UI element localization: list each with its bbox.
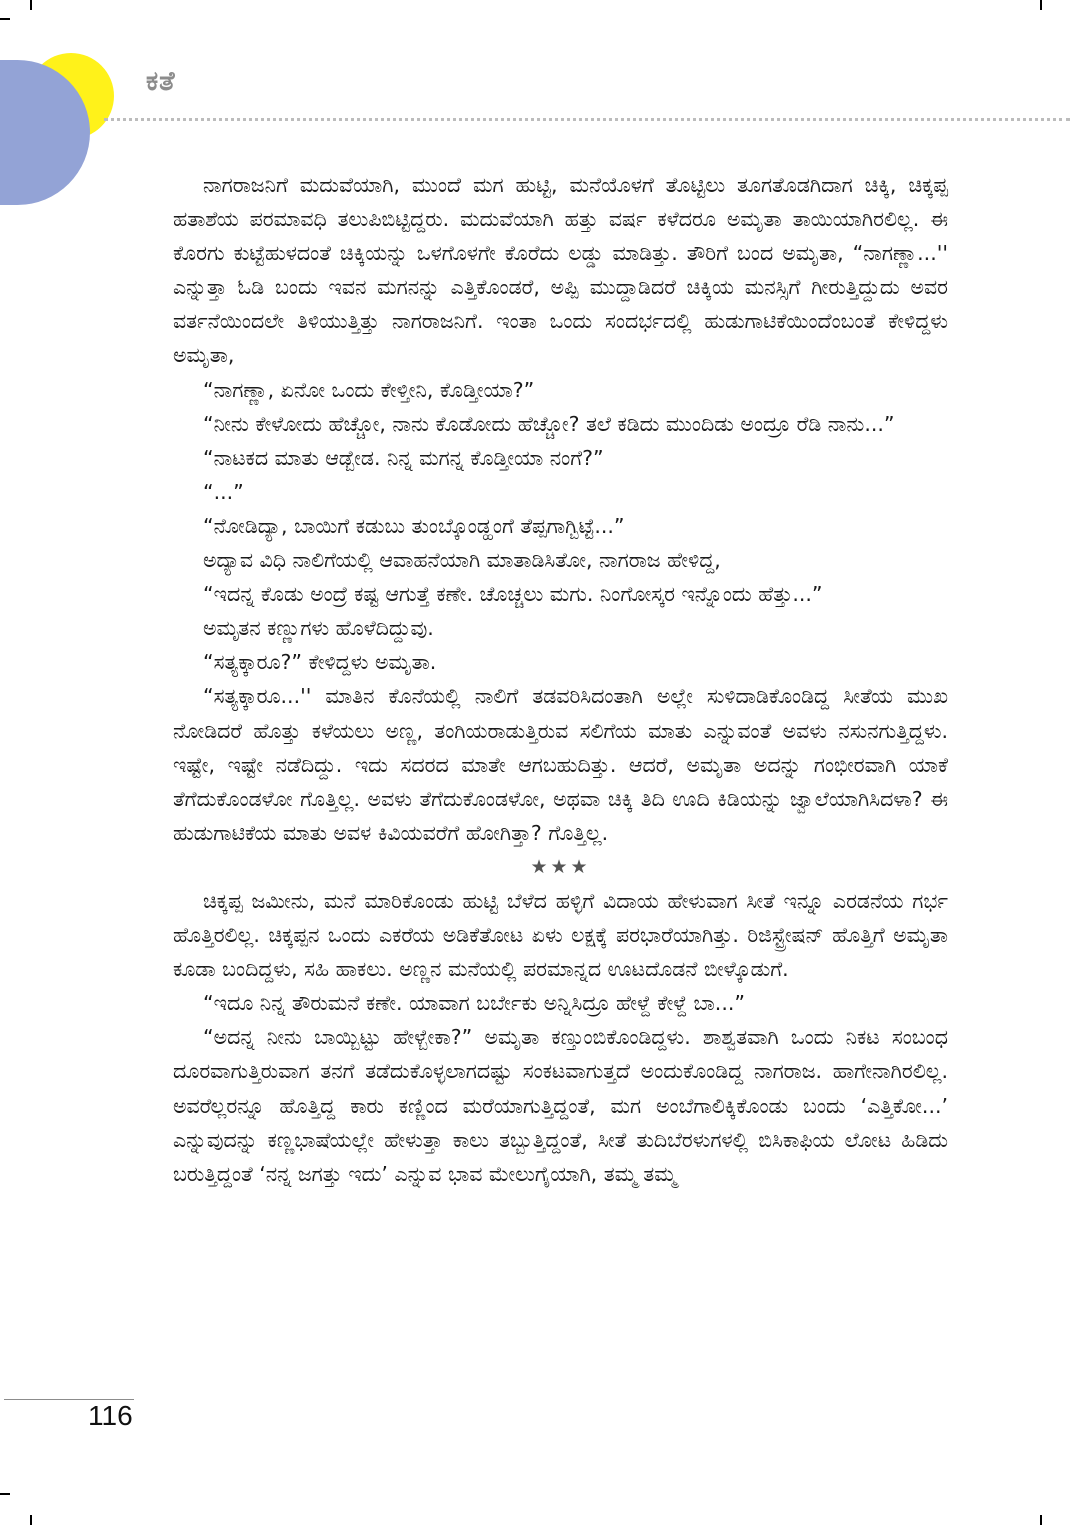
section-separator-stars: ★★★: [530, 855, 591, 878]
crop-mark-bottom-right: [1040, 1515, 1042, 1525]
crop-mark-left-upper: [0, 18, 10, 20]
paragraph: ಅಮೃತನ ಕಣ್ಣುಗಳು ಹೊಳೆದಿದ್ದುವು.: [203, 616, 434, 641]
paragraph: “ಅದನ್ನ ನೀನು ಬಾಯ್ಬಿಟ್ಟು ಹೇಳ್ಬೇಕಾ?” ಅಮೃತಾ ಕಣ್ತುಂಬಿಕೊಂಡಿದ್ದಳು. ಶಾಶ್ವತವಾಗಿ ಒಂದು ನಿಕಟ ಸಂಬಂಧ ದೂರವಾಗುತ್ತಿರುವಾಗ ತನಗೆ ತಡೆದುಕೊಳ್ಳಲಾಗದಷ್ಟು ಸಂಕಟವಾಗುತ್ತದೆ ಅಂದುಕೊಂಡಿದ್ದ ನಾಗರಾಜ. ಹಾಗೇನಾಗಿರಲಿಲ್ಲ. ಅವರೆಲ್ಲರನ್ನೂ ಹೊತ್ತಿದ್ದ ಕಾರು ಕಣ್ಣಿಂದ ಮರೆಯಾಗುತ್ತಿದ್ದಂತೆ, ಮಗ ಅಂಬೆಗಾಲಿಕ್ಕಿಕೊಂಡು ಬಂದು ‘ಎತ್ತಿಕೋ...’ ಎನ್ನುವುದನ್ನು ಕಣ್ಣಭಾಷೆಯಲ್ಲೇ ಹೇಳುತ್ತಾ ಕಾಲು ತಬ್ಬುತ್ತಿದ್ದಂತೆ, ಸೀತೆ ತುದಿಬೆರಳುಗಳಲ್ಲಿ ಬಿಸಿಕಾಫಿಯ ಲೋಟ ಹಿಡಿದು ಬರುತ್ತಿದ್ದಂತೆ ‘ನನ್ನ ಜಗತ್ತು ಇದು’ ಎನ್ನುವ ಭಾವ ಮೇಲುಗೈಯಾಗಿ, ತಮ್ಮ ತಮ್ಮ: [173, 1025, 948, 1186]
paragraph: ಅದ್ಯಾವ ವಿಧಿ ನಾಲಿಗೆಯಲ್ಲಿ ಆವಾಹನೆಯಾಗಿ ಮಾತಾಡಿಸಿತೋ, ನಾಗರಾಜ ಹೇಳಿದ್ದ,: [203, 548, 721, 573]
paragraph: ಚಿಕ್ಕಪ್ಪ ಜಮೀನು, ಮನೆ ಮಾರಿಕೊಂಡು ಹುಟ್ಟಿ ಬೆಳೆದ ಹಳ್ಳಿಗೆ ವಿದಾಯ ಹೇಳುವಾಗ ಸೀತೆ ಇನ್ನೂ ಎರಡನೆಯ ಗರ್ಭ ಹೊತ್ತಿರಲಿಲ್ಲ. ಚಿಕ್ಕಪ್ಪನ ಒಂದು ಎಕರೆಯ ಅಡಿಕೆತೋಟ ಏಳು ಲಕ್ಷಕ್ಕೆ ಪರಭಾರೆಯಾಗಿತ್ತು. ರಿಜಿಸ್ಟ್ರೇಷನ್ ಹೊತ್ತಿಗೆ ಅಮೃತಾ ಕೂಡಾ ಬಂದಿದ್ದಳು, ಸಹಿ ಹಾಕಲು. ಅಣ್ಣನ ಮನೆಯಲ್ಲಿ ಪರಮಾನ್ನದ ಊಟದೊಡನೆ ಬೀಳ್ಕೊಡುಗೆ.: [173, 888, 948, 982]
crop-mark-top-left: [30, 0, 32, 10]
paragraph: “ನಾಟಕದ ಮಾತು ಆಡ್ಬೇಡ. ನಿನ್ನ ಮಗನ್ನ ಕೊಡ್ತೀಯಾ ನಂಗೆ?”: [203, 445, 604, 470]
paragraph: “ನಾಗಣ್ಣಾ, ಏನೋ ಒಂದು ಕೇಳ್ತೀನಿ, ಕೊಡ್ತೀಯಾ?”: [203, 377, 535, 402]
paragraph: “ಸತ್ಯಕ್ಕಾರೂ?” ಕೇಳಿದ್ದಳು ಅಮೃತಾ.: [203, 650, 437, 675]
page-number: 116: [88, 1400, 133, 1431]
paragraph: “ನೀನು ಕೇಳೋದು ಹೆಚ್ಚೋ, ನಾನು ಕೊಡೋದು ಹೆಚ್ಚೋ? ತಲೆ ಕಡಿದು ಮುಂದಿಡು ಅಂದ್ರೂ ರೆಡಿ ನಾನು...”: [203, 411, 895, 436]
crop-mark-left-lower: [0, 1493, 10, 1495]
header-dotted-rule: [104, 118, 1070, 121]
paragraph: “ನೋಡಿದ್ಯಾ, ಬಾಯಿಗೆ ಕಡುಬು ತುಂಬ್ಕೊಂಡ್ಹಂಗೆ ತೆಪ್ಪಗಾಗ್ಬಿಟ್ಟೆ...”: [203, 513, 625, 538]
paragraph: “ಇದೂ ನಿನ್ನ ತೌರುಮನೆ ಕಣೇ. ಯಾವಾಗ ಬರ್ಬೇಕು ಅನ್ನಿಸಿದ್ರೂ ಹೇಳ್ದೆ ಕೇಳ್ದೆ ಬಾ...”: [203, 991, 745, 1016]
paragraph: ನಾಗರಾಜನಿಗೆ ಮದುವೆಯಾಗಿ, ಮುಂದೆ ಮಗ ಹುಟ್ಟಿ, ಮನೆಯೊಳಗೆ ತೊಟ್ಟಿಲು ತೂಗತೊಡಗಿದಾಗ ಚಿಕ್ಕಿ, ಚಿಕ್ಕಪ್ಪ ಹತಾಶೆಯ ಪರಮಾವಧಿ ತಲುಪಿಬಿಟ್ಟಿದ್ದರು. ಮದುವೆಯಾಗಿ ಹತ್ತು ವರ್ಷ ಕಳೆದರೂ ಅಮೃತಾ ತಾಯಿಯಾಗಿರಲಿಲ್ಲ. ಈ ಕೊರಗು ಕುಟ್ಟೆಹುಳದಂತೆ ಚಿಕ್ಕಿಯನ್ನು ಒಳಗೊಳಗೇ ಕೊರೆದು ಲಡ್ಡು ಮಾಡಿತ್ತು. ತೌರಿಗೆ ಬಂದ ಅಮೃತಾ, “ನಾಗಣ್ಣಾ...'' ಎನ್ನುತ್ತಾ ಓಡಿ ಬಂದು ಇವನ ಮಗನನ್ನು ಎತ್ತಿಕೊಂಡರೆ, ಅಪ್ಪಿ ಮುದ್ದಾಡಿದರೆ ಚಿಕ್ಕಿಯ ಮನಸ್ಸಿಗೆ ಗೀರುತ್ತಿದ್ದುದು ಅವರ ವರ್ತನೆಯಿಂದಲೇ ತಿಳಿಯುತ್ತಿತ್ತು ನಾಗರಾಜನಿಗೆ. ಇಂತಾ ಒಂದು ಸಂದರ್ಭದಲ್ಲಿ ಹುಡುಗಾಟಿಕೆಯಿಂದೆಂಬಂತೆ ಕೇಳಿದ್ದಳು ಅಮೃತಾ,: [173, 173, 948, 368]
paragraph: “ಇದನ್ನ ಕೊಡು ಅಂದ್ರೆ ಕಷ್ಟ ಆಗುತ್ತೆ ಕಣೇ. ಚೊಚ್ಚಲು ಮಗು. ನಿಂಗೋಸ್ಕರ ಇನ್ನೊಂದು ಹೆತ್ತು...”: [203, 582, 823, 607]
section-label: ಕತೆ: [146, 66, 176, 97]
story-text: [173, 168, 948, 1191]
paragraph: “ಸತ್ಯಕ್ಕಾರೂ...'' ಮಾತಿನ ಕೊನೆಯಲ್ಲಿ ನಾಲಿಗೆ ತಡವರಿಸಿದಂತಾಗಿ ಅಲ್ಲೇ ಸುಳಿದಾಡಿಕೊಂಡಿದ್ದ ಸೀತೆಯ ಮುಖ ನೋಡಿದರೆ ಹೊತ್ತು ಕಳೆಯಲು ಅಣ್ಣ, ತಂಗಿಯರಾಡುತ್ತಿರುವ ಸಲಿಗೆಯ ಮಾತು ಎನ್ನುವಂತೆ ಅವಳು ನಸುನಗುತ್ತಿದ್ದಳು. ಇಷ್ಟೇ, ಇಷ್ಟೇ ನಡೆದಿದ್ದು. ಇದು ಸದರದ ಮಾತೇ ಆಗಬಹುದಿತ್ತು. ಆದರೆ, ಅಮೃತಾ ಅದನ್ನು ಗಂಭೀರವಾಗಿ ಯಾಕೆ ತೆಗೆದುಕೊಂಡಳೋ ಗೊತ್ತಿಲ್ಲ. ಅವಳು ತೆಗೆದುಕೊಂಡಳೋ, ಅಥವಾ ಚಿಕ್ಕಿ ತಿದಿ ಊದಿ ಕಿಡಿಯನ್ನು ಜ್ವಾಲೆಯಾಗಿಸಿದಳಾ? ಈ ಹುಡುಗಾಟಿಕೆಯ ಮಾತು ಅವಳ ಕಿವಿಯವರೆಗೆ ಹೋಗಿತ್ತಾ? ಗೊತ್ತಿಲ್ಲ.: [173, 684, 948, 845]
paragraph: “...”: [203, 479, 244, 504]
crop-mark-top-right: [1040, 0, 1042, 10]
crop-mark-bottom-left: [30, 1515, 32, 1525]
